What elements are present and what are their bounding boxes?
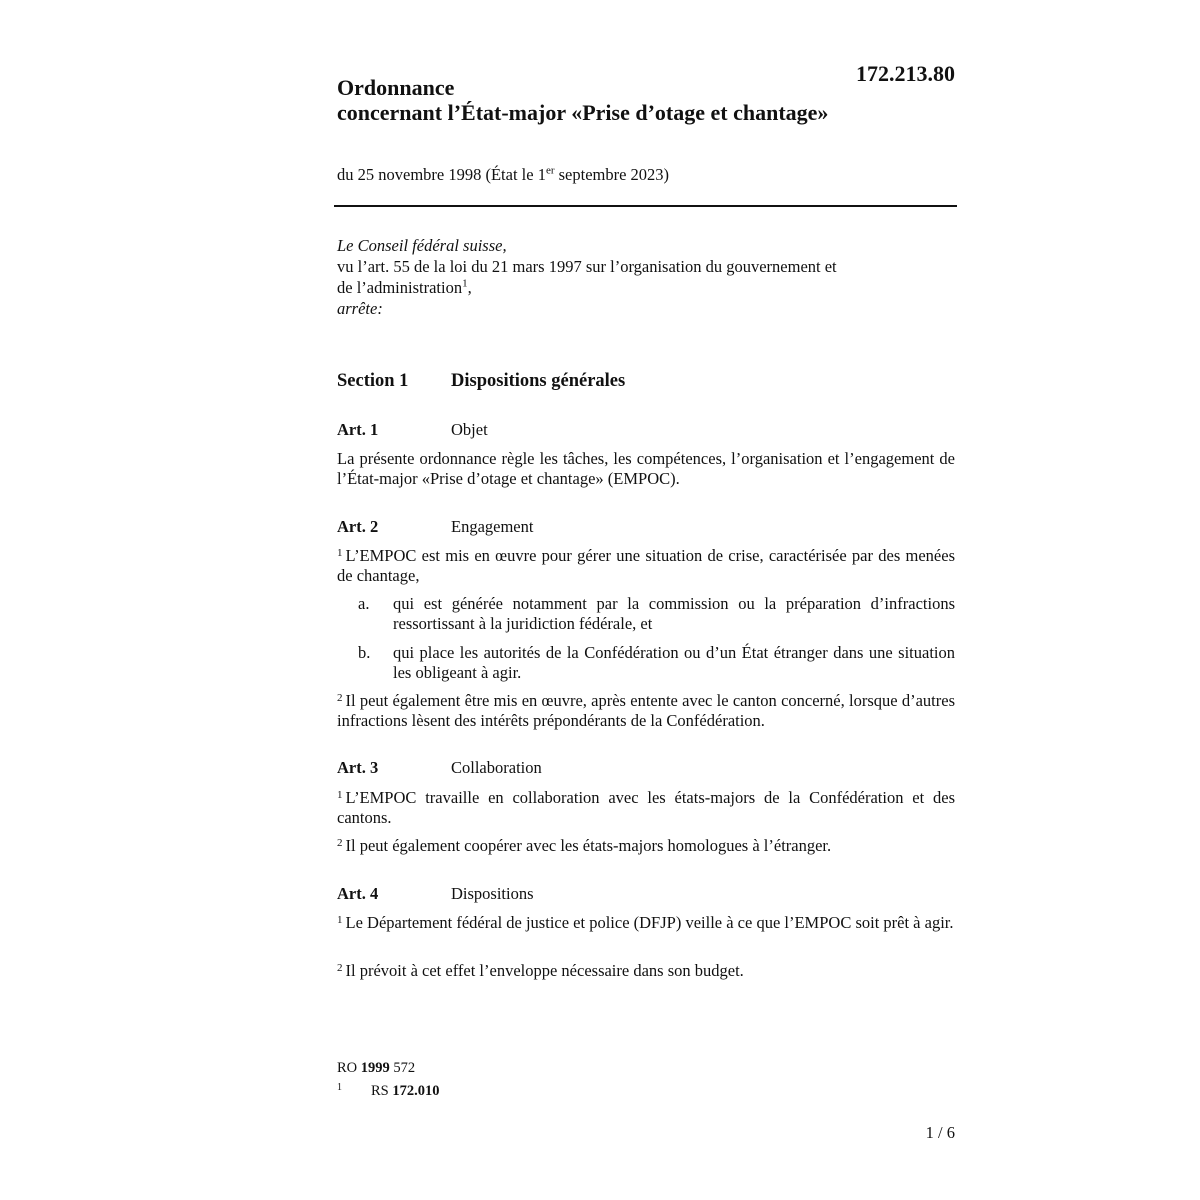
paragraph-text: Le Département fédéral de justice et police (DFJP) veille à ce que l’EMPOC soit prêt à agir. <box>345 913 954 932</box>
paragraph-text: Il prévoit à cet effet l’enveloppe nécessaire dans son budget. <box>345 961 744 980</box>
title-line-2: concernant l’État-major «Prise d’otage et chantage» <box>337 100 829 125</box>
date-end: septembre 2023) <box>554 165 670 184</box>
paragraph-number: 1 <box>337 789 343 801</box>
paragraph-text: L’EMPOC est mis en œuvre pour gérer une situation de crise, caractérisée par des menées de chantage, <box>337 546 955 585</box>
paragraph-number: 1 <box>337 547 343 559</box>
sr-number: 172.213.80 <box>856 61 955 86</box>
article-number: Art. 1 <box>337 420 379 439</box>
list-letter: b. <box>358 643 371 662</box>
article-3-paragraph-2 <box>337 836 955 856</box>
article-3-heading <box>337 757 542 779</box>
footnotes <box>337 1058 440 1101</box>
section-title: Dispositions générales <box>451 371 626 391</box>
preamble-basis-text: de l’administration <box>337 278 463 297</box>
article-3-paragraph-1 <box>337 788 955 827</box>
article-number: Art. 3 <box>337 758 379 777</box>
ro-page: 572 <box>389 1060 416 1076</box>
paragraph-text: L’EMPOC travaille en collaboration avec les états-majors de la Confédération et des cantons. <box>337 788 955 827</box>
article-2-heading <box>337 516 533 538</box>
list-item-b <box>358 643 955 682</box>
title-line-1: Ordonnance <box>337 75 455 100</box>
article-number: Art. 4 <box>337 884 379 903</box>
preamble-basis-line-1: vu l’art. 55 de la loi du 21 mars 1997 sur l’organisation du gouvernement et <box>337 257 837 276</box>
footnote-number: 1 <box>337 1082 342 1093</box>
article-4-heading <box>337 883 534 905</box>
list-text: qui place les autorités de la Confédération ou d’un État étranger dans une situation les obligeant à agir. <box>393 643 955 682</box>
footnote-ref[interactable]: 172.010 <box>392 1083 440 1099</box>
section-heading <box>337 369 625 393</box>
article-2-paragraph-1 <box>337 546 955 585</box>
paragraph-number: 2 <box>337 837 343 849</box>
article-title: Dispositions <box>451 884 534 903</box>
page-number: 1 / 6 <box>925 1123 955 1142</box>
ro-prefix: RO <box>337 1060 361 1076</box>
article-1-paragraph: La présente ordonnance règle les tâches, les compétences, l’organisation et l’engagement de l’État-major «Prise d’otage et chantage» (EMPOC). <box>337 449 955 488</box>
header-rule <box>334 205 957 207</box>
list-text: qui est générée notamment par la commission ou la préparation d’infractions ressortissant à la juridiction fédérale, et <box>393 594 955 633</box>
date-line <box>337 164 669 186</box>
footnote-prefix: RS <box>371 1083 393 1099</box>
article-1-heading <box>337 419 488 441</box>
preamble <box>337 235 957 319</box>
paragraph-number: 2 <box>337 692 343 704</box>
article-title: Collaboration <box>451 758 542 777</box>
paragraph-number: 1 <box>337 914 343 926</box>
paragraph-text: Il peut également être mis en œuvre, après entente avec le canton concerné, lorsque d’autres infractions lèsent des intérêts prépondérants de la Confédération. <box>337 691 955 730</box>
document-page <box>337 0 955 1200</box>
article-2-paragraph-2 <box>337 691 955 730</box>
footnote-1 <box>337 1078 440 1101</box>
list-item-a <box>358 594 955 633</box>
article-4-paragraph-2 <box>337 961 955 981</box>
footnote-ref-1[interactable]: 1 <box>462 277 468 290</box>
article-title: Engagement <box>451 517 534 536</box>
ro-reference <box>337 1058 440 1078</box>
document-title <box>337 75 828 125</box>
section-number: Section 1 <box>337 371 409 391</box>
list-letter: a. <box>358 594 370 613</box>
date-main: du 25 novembre 1998 (État le 1 <box>337 165 546 184</box>
preamble-basis-end: , <box>467 278 472 297</box>
preamble-basis-line-2 <box>337 277 957 298</box>
date-superscript: er <box>545 164 555 177</box>
article-title: Objet <box>451 420 488 439</box>
ro-year: 1999 <box>360 1060 390 1076</box>
preamble-decree: arrête: <box>337 299 383 318</box>
preamble-authority: Le Conseil fédéral suisse, <box>337 236 507 255</box>
article-number: Art. 2 <box>337 517 379 536</box>
article-4-paragraph-1 <box>337 913 955 933</box>
paragraph-number: 2 <box>337 962 343 974</box>
paragraph-text: Il peut également coopérer avec les états-majors homologues à l’étranger. <box>345 836 832 855</box>
